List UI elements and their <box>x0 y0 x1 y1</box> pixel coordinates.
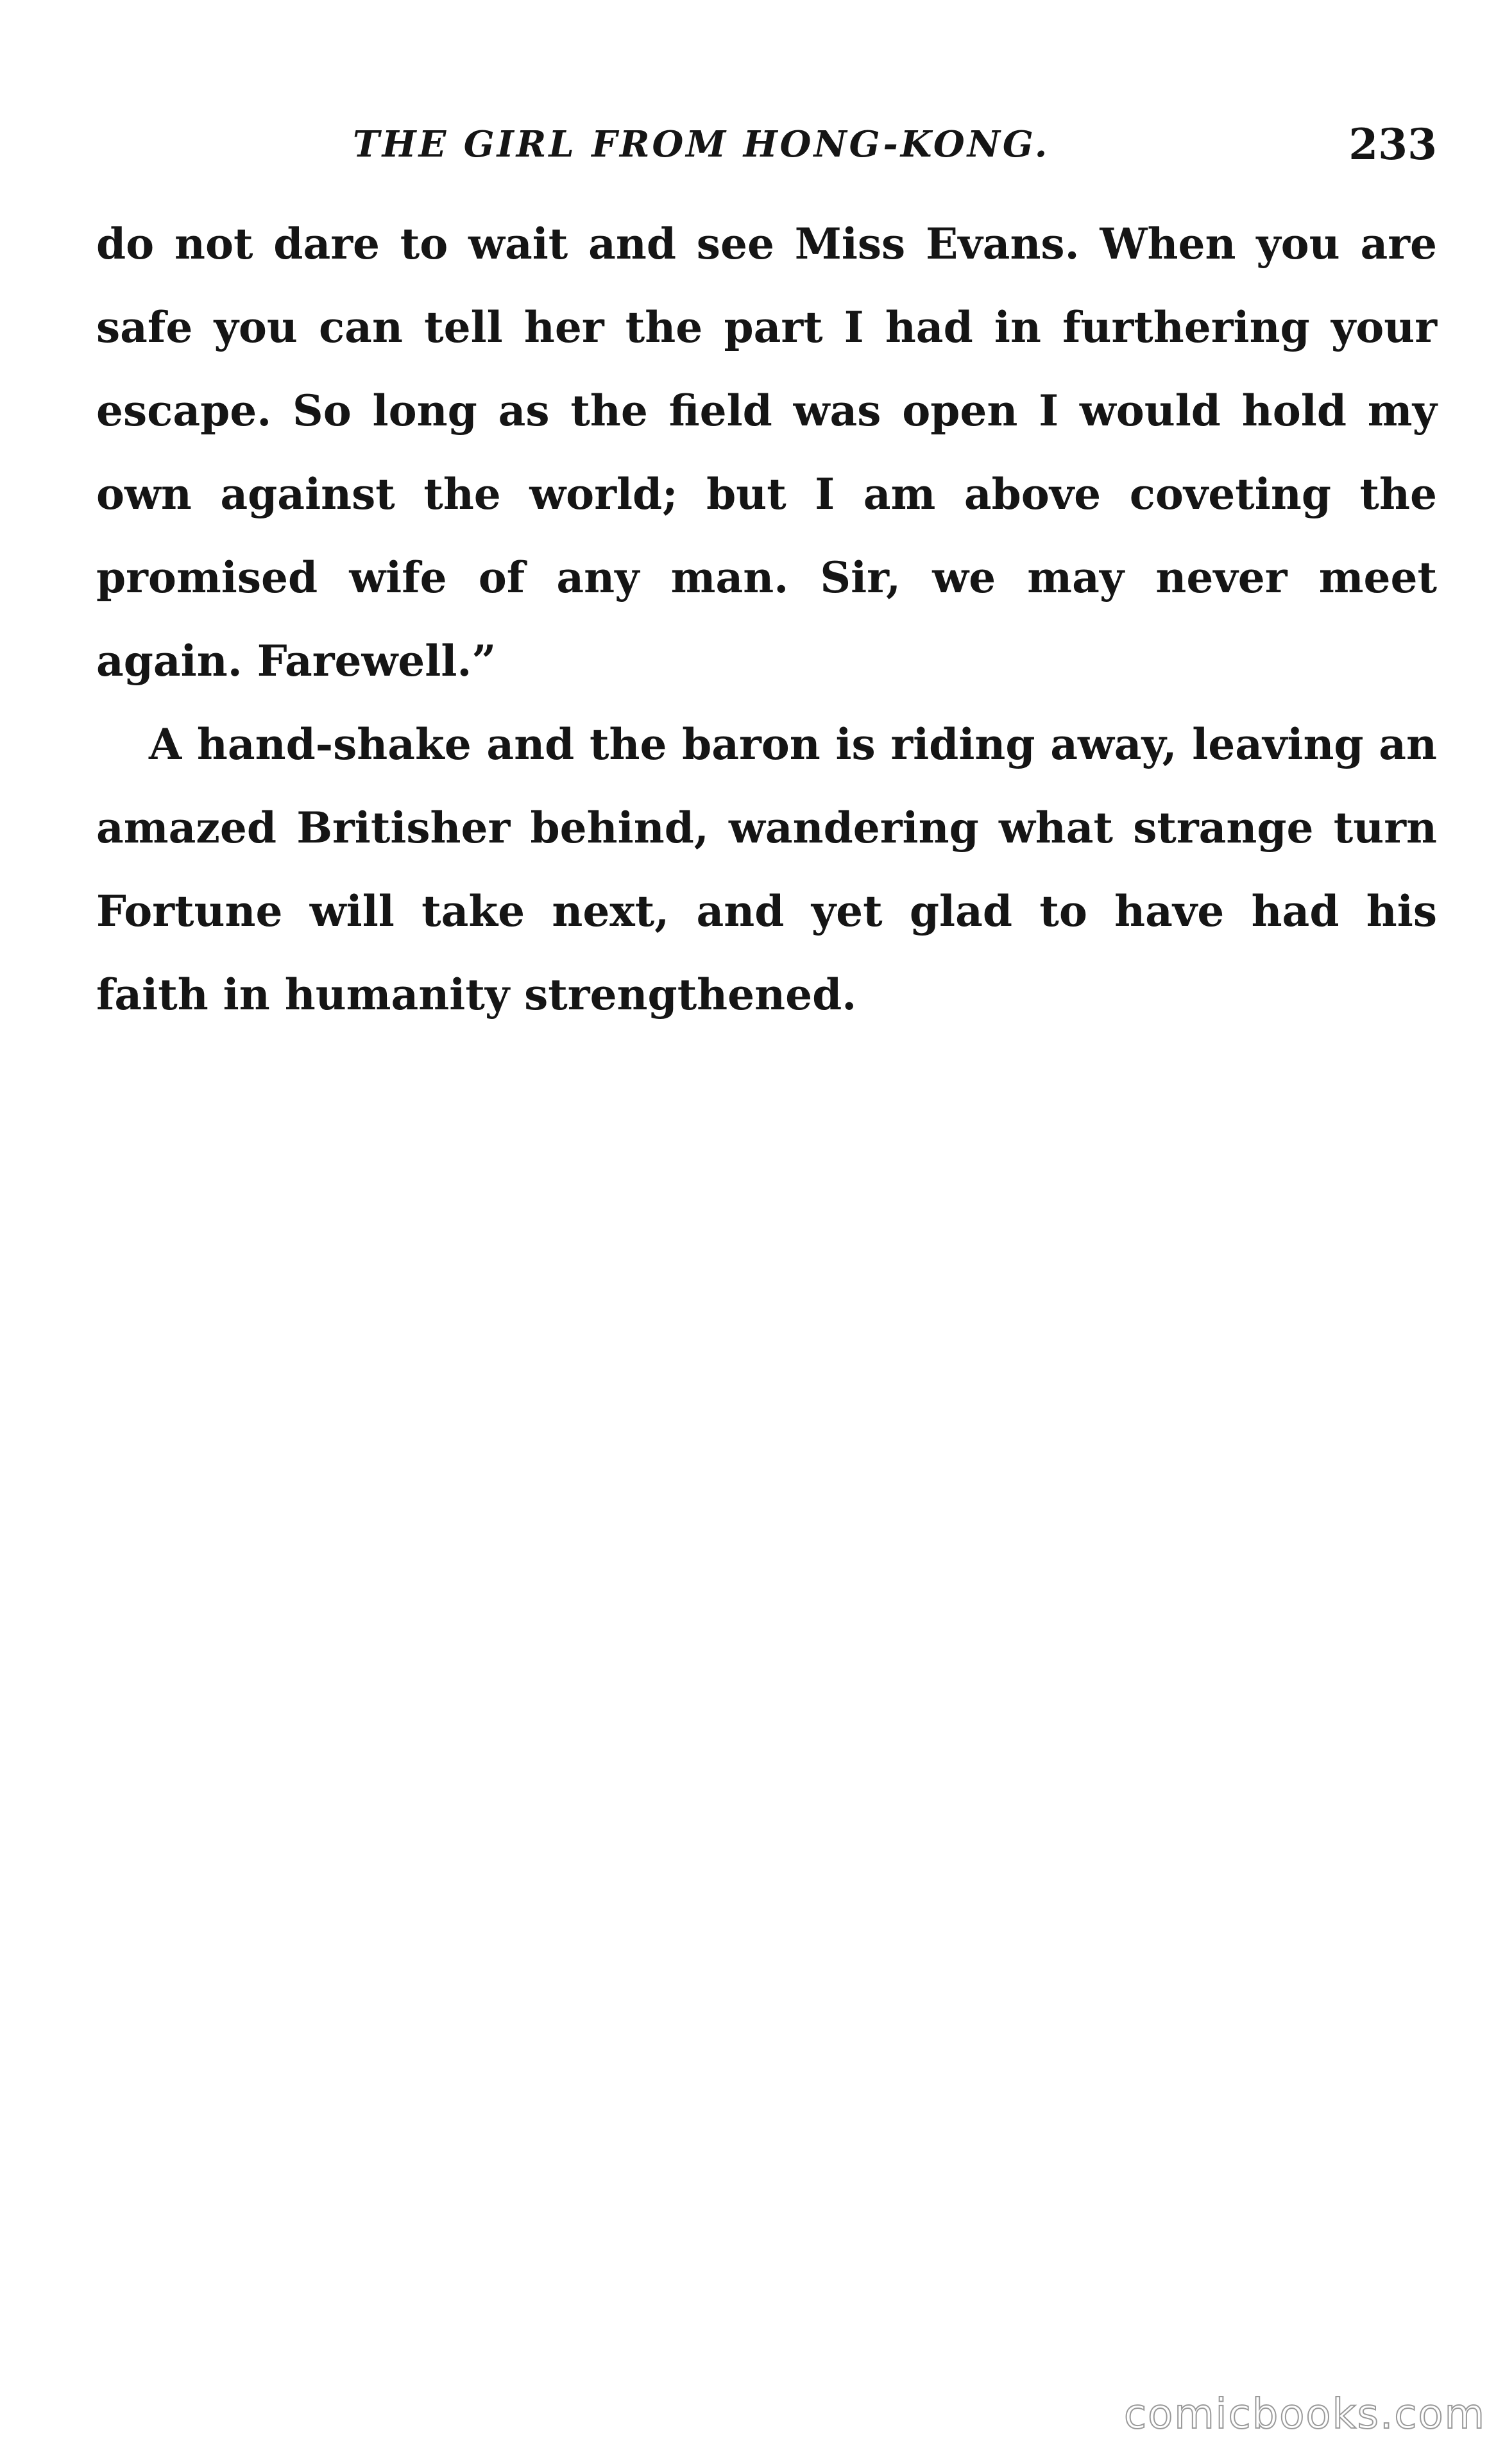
body-text <box>96 202 1437 1036</box>
paragraph-continuation: do not dare to wait and see Miss Evans. When you are safe you can tell her the part I had in furthering your escape. So long as the field was open I would hold my own against the world; but I am above coveting the promised wife of any man. Sir, we may never meet again. Farewell.” <box>96 219 1437 686</box>
paragraph-farewell-ride: A hand-shake and the baron is riding away, leaving an amazed Britisher behind, wandering what strange turn Fortune will take next, and yet glad to have had his faith in humanity strengthened. <box>96 719 1437 1020</box>
page-header <box>96 112 1437 176</box>
page-number: 233 <box>1348 119 1437 169</box>
watermark: comicbooks.com <box>1123 2391 1486 2438</box>
running-title: THE GIRL FROM HONG-KONG. <box>353 123 1050 166</box>
